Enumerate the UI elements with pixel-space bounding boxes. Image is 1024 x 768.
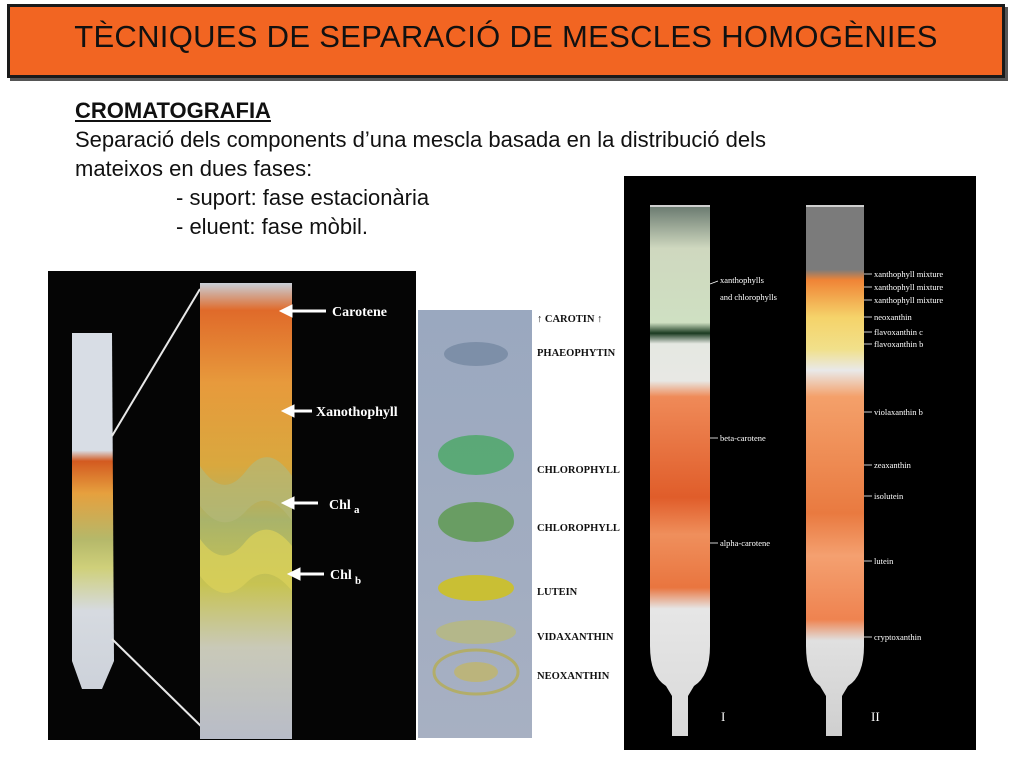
- column-1-numeral: I: [721, 709, 726, 724]
- col2-label-3: xanthophyll mixture: [874, 295, 944, 305]
- vidaxanthin-spot: [436, 620, 516, 644]
- chl-b-label: Chl: [330, 568, 352, 583]
- tlc-plate-image: [418, 310, 624, 738]
- column-2-numeral: II: [871, 709, 880, 724]
- neoxanthin-core: [454, 662, 498, 682]
- col2-label-7: violaxanthin b: [874, 407, 923, 417]
- col2-label-2: xanthophyll mixture: [874, 282, 944, 292]
- mobile-phase-item: - eluent: fase mòbil.: [176, 214, 368, 239]
- small-strip: [72, 333, 114, 689]
- col1-label-beta-carotene: beta-carotene: [720, 433, 766, 443]
- col2-label-11: cryptoxanthin: [874, 632, 922, 642]
- column-chromatography-image: [624, 176, 976, 750]
- phaeophytin-spot: [444, 342, 508, 366]
- lutein-spot: [438, 575, 514, 601]
- lutein-label: LUTEIN: [537, 587, 578, 598]
- col2-label-1: xanthophyll mixture: [874, 269, 944, 279]
- carotene-label: Carotene: [332, 305, 387, 320]
- column-1: [650, 206, 710, 736]
- chl-a-label: Chl: [329, 498, 351, 513]
- col2-label-9: isolutein: [874, 491, 904, 501]
- col2-label-10: lutein: [874, 556, 894, 566]
- carotin-label: ↑ CAROTIN ↑: [537, 314, 603, 325]
- chl-b-subscript: b: [355, 575, 362, 587]
- col1-label-chlorophylls: and chlorophylls: [720, 292, 777, 302]
- title-banner: [7, 4, 1005, 78]
- col2-label-4: neoxanthin: [874, 312, 912, 322]
- vidaxanthin-label: VIDAXANTHIN: [537, 632, 614, 643]
- chlorophyll-b-label: CHLOROPHYLL: [537, 523, 620, 534]
- column-2: [806, 206, 864, 736]
- definition-line-2: mateixos en dues fases:: [75, 156, 313, 181]
- col1-label-xanthophylls: xanthophylls: [720, 275, 764, 285]
- paper-chromatography-image: [48, 271, 416, 740]
- chl-a-subscript: a: [354, 504, 360, 516]
- col1-label-alpha-carotene: alpha-carotene: [720, 538, 771, 548]
- stationary-phase-item: - suport: fase estacionària: [176, 185, 430, 210]
- section-heading: CROMATOGRAFIA: [75, 98, 271, 123]
- col2-label-8: zeaxanthin: [874, 460, 911, 470]
- phaeophytin-label: PHAEOPHYTIN: [537, 348, 616, 359]
- neoxanthin-label: NEOXANTHIN: [537, 671, 610, 682]
- definition-line-1: Separació dels components d’una mescla basada en la distribució dels: [75, 127, 766, 152]
- xanthophyll-label: Xanothophyll: [316, 405, 398, 420]
- col2-label-5: flavoxanthin c: [874, 327, 923, 337]
- col2-label-6: flavoxanthin b: [874, 339, 924, 349]
- chlorophyll-b-spot: [438, 502, 514, 542]
- chlorophyll-a-spot: [438, 435, 514, 475]
- page-title: TÈCNIQUES DE SEPARACIÓ DE MESCLES HOMOGÈNIES: [74, 19, 938, 54]
- chlorophyll-a-label: CHLOROPHYLL: [537, 465, 620, 476]
